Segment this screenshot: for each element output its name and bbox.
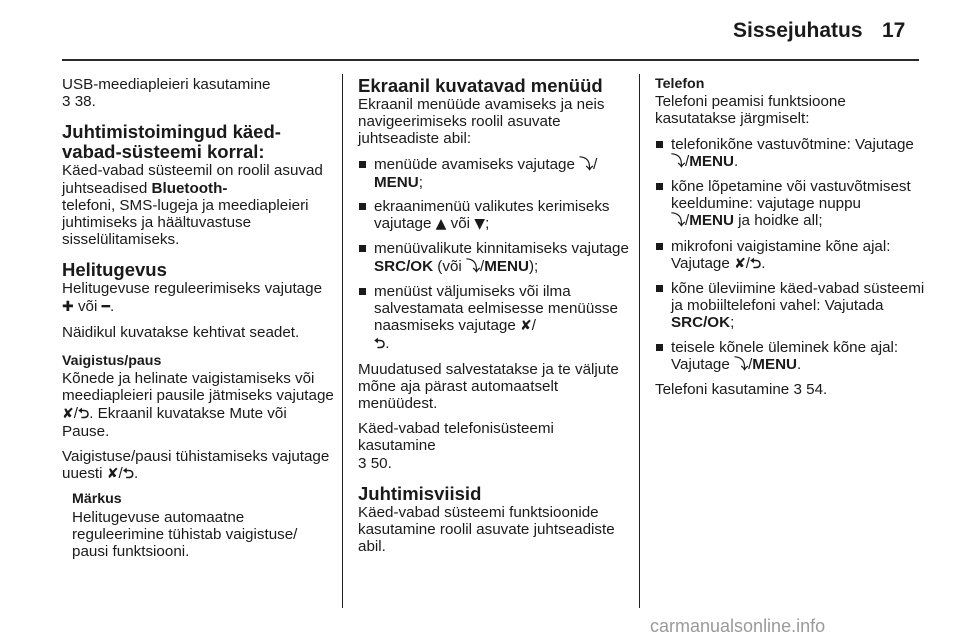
bullet-icon: [359, 161, 366, 168]
column-left: [62, 76, 334, 568]
modes-heading: Juhtimisviisid: [358, 482, 482, 504]
column-right: [655, 76, 927, 406]
volume-section: [62, 260, 334, 341]
saved-text: Muudatused salvestatakse ja te väljute mõne aja pärast automaatselt menüüdest.: [358, 360, 619, 413]
back-icon: ⮌: [77, 405, 90, 422]
bullet-icon: [656, 344, 663, 351]
modes-text: Käed-vabad süsteemi funktsioonide kasutamine roolil asuvate juhtseadiste abil.: [358, 503, 615, 556]
note-text: Helitugevuse automaatne reguleerimine tühistab vaigistuse/ pausi funktsiooni.: [72, 508, 298, 561]
bullet-icon: [656, 141, 663, 148]
arrow-down-icon: ▼: [474, 216, 486, 233]
list-item: kõne lõpetamine või vastuvõtmisest keeldumine: vajutage nuppu ⤵/MENU ja hoidke all;: [655, 178, 927, 231]
note-label: Märkus: [72, 491, 122, 508]
call-icon: ⤵: [671, 153, 685, 170]
list-item: mikrofoni vaigistamine kõne ajal: Vajutage ✘/⮌.: [655, 238, 927, 273]
page-number: 17: [882, 19, 906, 42]
volume-heading: Helitugevus: [62, 259, 167, 281]
page-header: [0, 0, 960, 62]
back-icon: ⮌: [374, 336, 386, 353]
call-icon: ⤵: [466, 258, 480, 275]
mute-icon: ✘: [106, 466, 119, 483]
bullet-icon: [656, 183, 663, 190]
phone-intro: Telefoni peamisi funktsioone kasutatakse järgmiselt:: [655, 93, 846, 128]
minus-icon: ━: [101, 298, 111, 315]
mute-heading: Vaigistus/paus: [62, 353, 162, 370]
volume-text: Helitugevuse reguleerimiseks vajutage ✚ või ━.: [62, 280, 323, 315]
bullet-icon: [656, 243, 663, 250]
column-divider-1: [342, 74, 343, 608]
menus-heading: Ekraanil kuvatavad menüüd: [358, 75, 603, 96]
back-icon: ⮌: [122, 466, 134, 483]
arrow-up-icon: ▲: [435, 216, 447, 233]
volume-display-text: Näidikul kuvatakse kehtivat seadet.: [62, 323, 300, 341]
bullet-icon: [359, 245, 366, 252]
phone-system-reference: Käed-vabad telefonisüsteemi kasutamine 3 50.: [358, 420, 554, 472]
call-icon: ⤵: [579, 156, 594, 173]
unmute-text: Vaigistuse/pausi tühistamiseks vajutage uuesti ✘/⮌.: [62, 448, 330, 483]
menus-intro: Ekraanil menüüde avamiseks ja neis navigeerimiseks roolil asuvate juhtseadiste abil:: [358, 96, 605, 148]
bullet-icon: [359, 288, 366, 295]
list-item: menüüst väljumiseks või ilma salvestamata eelmisesse menüüsse naasmiseks vajutage ✘/ ⮌.: [358, 283, 630, 354]
usb-reference: USB-meediapleieri kasutamine 3 38.: [62, 76, 271, 111]
list-item: menüüvalikute kinnitamiseks vajutage SRC/OK (või ⤵/MENU);: [358, 240, 630, 275]
mute-icon: ✘: [520, 318, 532, 335]
modes-section: [358, 484, 630, 556]
controls-heading: Juhtimistoimingud käed-vabad-süsteemi korral:: [62, 121, 281, 163]
list-item: telefonikõne vastuvõtmine: Vajutage ⤵/MENU.: [655, 136, 927, 171]
plus-icon: ✚: [62, 298, 74, 315]
controls-section: [62, 122, 334, 248]
mute-text: Kõnede ja helinate vaigistamiseks või meediapleieri pausile jätmiseks vajutage ✘/⮌. Ekraanil kuvatakse Mute või Pause.: [62, 370, 334, 440]
list-item: menüüde avamiseks vajutage ⤵/ MENU;: [358, 156, 630, 191]
phone-use-reference: Telefoni kasutamine 3 54.: [655, 381, 828, 399]
ref-arrow-icon: 3: [358, 454, 367, 472]
watermark: carmanualsonline.info: [650, 616, 826, 636]
back-icon: ⮌: [750, 255, 762, 272]
ref-arrow-icon: 3: [62, 93, 71, 111]
column-middle: [358, 76, 630, 563]
bullet-icon: [656, 285, 663, 292]
ref-arrow-icon: 3: [793, 381, 802, 399]
phone-heading: Telefon: [655, 76, 705, 92]
page-title: Sissejuhatus: [733, 19, 863, 42]
header-divider: [62, 59, 919, 61]
mute-section: [62, 353, 334, 483]
note-box: [62, 491, 334, 560]
mute-icon: ✘: [62, 405, 74, 422]
bullet-icon: [359, 203, 366, 210]
call-icon: ⤵: [734, 356, 749, 373]
mute-icon: ✘: [734, 255, 746, 272]
controls-text: Käed-vabad süsteemil on roolil asuvad juhtseadised Bluetooth- telefoni, SMS-lugeja ja meediapleieri juhtimiseks ja häältuvastuse sisselülitamiseks.: [62, 162, 323, 249]
list-item: kõne üleviimine käed-vabad süsteemi ja mobiiltelefoni vahel: Vajutada SRC/OK;: [655, 280, 927, 332]
list-item: ekraanimenüü valikutes kerimiseks vajutage ▲ või ▼;: [358, 198, 630, 233]
call-icon: ⤵: [671, 213, 685, 230]
list-item: teisele kõnele üleminek kõne ajal: Vajutage ⤵/MENU.: [655, 339, 927, 374]
column-divider-2: [639, 74, 640, 608]
